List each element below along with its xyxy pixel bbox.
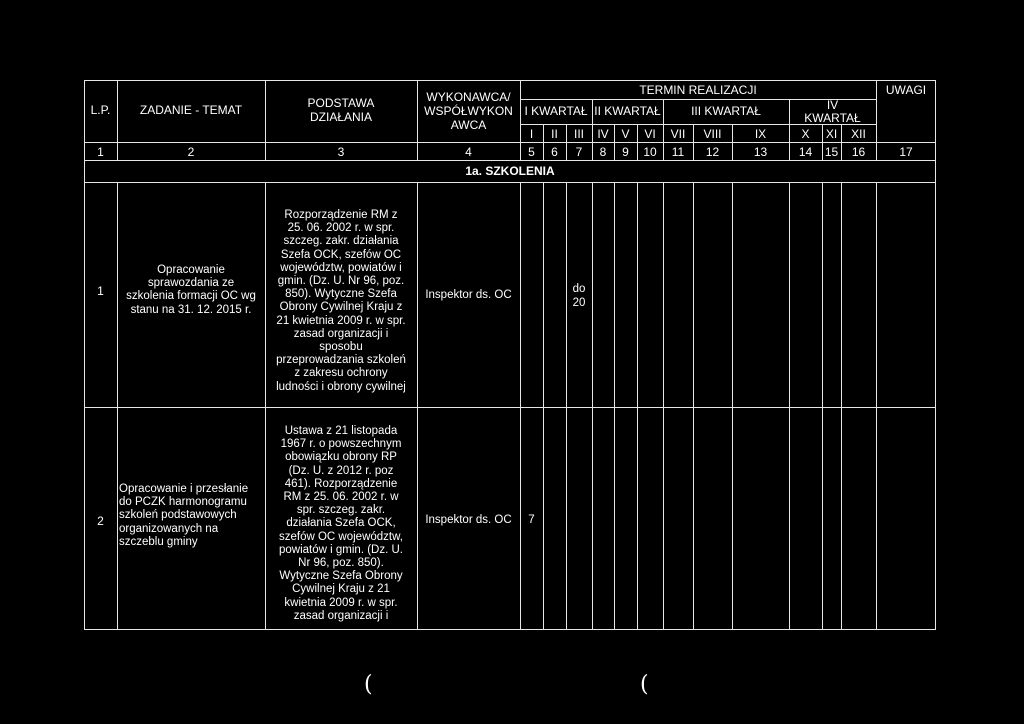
grid-line	[935, 80, 936, 629]
column-number: 1	[97, 145, 104, 159]
month-label: II	[551, 127, 558, 141]
footer-mark: (	[364, 672, 373, 697]
grid-line	[876, 182, 877, 629]
month-label: VIII	[703, 127, 722, 141]
column-number: 3	[337, 145, 345, 159]
column-number: 13	[753, 145, 768, 159]
column-number: 12	[705, 145, 720, 159]
header-podstawa-l1: PODSTAWA	[307, 96, 375, 110]
grid-line	[84, 407, 936, 408]
header-zadanie: ZADANIE - TEMAT	[139, 103, 243, 117]
column-number: 14	[798, 145, 813, 159]
column-number: 16	[851, 145, 866, 159]
column-number: 5	[528, 145, 535, 159]
grid-line	[693, 182, 694, 629]
footer-mark: (	[640, 672, 649, 697]
column-number: 10	[643, 145, 657, 159]
header-wykonawca-l1: WYKONAWCA/	[426, 90, 511, 104]
grid-line	[543, 182, 544, 629]
month-label: V	[621, 127, 630, 141]
column-number: 15	[824, 145, 839, 159]
column-number: 6	[551, 145, 558, 159]
header-lp: L.P.	[90, 103, 111, 117]
column-number: 17	[899, 145, 913, 159]
header-kwartal-1: I KWARTAŁ	[524, 104, 588, 118]
grid-line	[663, 182, 664, 629]
column-number: 9	[622, 145, 629, 159]
column-number: 8	[599, 145, 607, 159]
row-1-podstawa: Rozporządzenie RM z 25. 06. 2002 r. w spr. szczeg. zakr. działania Szefa OCK, szefów OC województw, powiatów i gmin. (Dz. U. Nr 96, poz. 850). Wytyczne Szefa Obrony Cywilnej Kraju z 21 kwietnia 2009 r. w spr. zasad organizacji i sposobu przeprowadzania szkoleń z zakresu ochrony ludności i obrony cywilnej	[276, 209, 406, 393]
grid-line	[732, 182, 733, 629]
grid-line	[592, 182, 593, 629]
header-podstawa-l2: DZIAŁANIA	[309, 110, 372, 124]
month-label: I	[529, 127, 534, 141]
month-label: X	[801, 127, 810, 141]
row-2-zadanie: Opracowanie i przesłanie do PCZK harmonogramu szkoleń podstawowych organizowanych na szczeblu gminy	[119, 483, 249, 548]
grid-line	[117, 182, 118, 629]
month-label: VI	[644, 127, 656, 141]
header-uwagi: UWAGI	[885, 83, 927, 97]
header-termin: TERMIN REALIZACJI	[639, 83, 757, 97]
section-title: 1a. SZKOLENIA	[465, 164, 555, 178]
header-kwartal-2: II KWARTAŁ	[594, 104, 661, 118]
header-kwartal-4-l2: KWARTAŁ	[804, 111, 861, 125]
row-2-wykonawca: Inspektor ds. OC	[425, 514, 512, 526]
row-2-lp: 2	[97, 514, 104, 528]
month-label: XII	[851, 127, 866, 141]
grid-line	[841, 182, 842, 629]
row-1-termin-l2: 20	[572, 297, 586, 309]
grid-line	[789, 182, 790, 629]
grid-line	[566, 182, 567, 629]
grid-line	[614, 182, 615, 629]
row-2-podstawa: Ustawa z 21 listopada 1967 r. o powszechnym obowiązku obrony RP (Dz. U. z 2012 r. poz 461). Rozporządzenie RM z 25. 06. 2002 r. w spr. szczeg. zakr. działania Szefa OCK, szefów OC województw, powiatów i gmin. (Dz. U. Nr 96, poz. 850). Wytyczne Szefa Obrony Cywilnej Kraju z 21 kwietnia 2009 r. w spr. zasad organizacji i	[279, 425, 403, 622]
grid-line	[822, 182, 823, 629]
header-wykonawca-l3: AWCA	[450, 118, 487, 132]
month-label: XI	[825, 127, 838, 141]
column-number: 11	[671, 145, 685, 159]
month-label: III	[573, 127, 584, 141]
grid-line	[84, 182, 936, 183]
grid-line	[84, 629, 936, 630]
month-label: IX	[754, 127, 767, 141]
month-label: VII	[670, 127, 686, 141]
header-wykonawca-l2: WSPÓŁWYKON	[424, 104, 513, 118]
row-2-termin: 7	[528, 514, 535, 526]
grid-line	[84, 80, 85, 629]
grid-line	[84, 160, 936, 161]
column-number: 7	[575, 145, 583, 159]
row-1-wykonawca: Inspektor ds. OC	[425, 289, 512, 301]
header-kwartal-4-l1: IV	[826, 98, 839, 112]
row-1-zadanie: Opracowanie sprawozdania ze szkolenia formacji OC wg stanu na 31. 12. 2015 r.	[126, 264, 256, 316]
row-1-lp: 1	[97, 284, 104, 298]
grid-line	[637, 182, 638, 629]
month-label: IV	[597, 127, 609, 141]
grid-line	[84, 142, 936, 143]
column-number: 2	[187, 145, 195, 159]
grid-line	[520, 182, 521, 629]
header-kwartal-3: III KWARTAŁ	[691, 104, 761, 118]
grid-line	[417, 182, 418, 629]
row-1-termin-l1: do	[572, 283, 586, 295]
grid-line	[84, 80, 936, 81]
column-number: 4	[465, 145, 472, 159]
